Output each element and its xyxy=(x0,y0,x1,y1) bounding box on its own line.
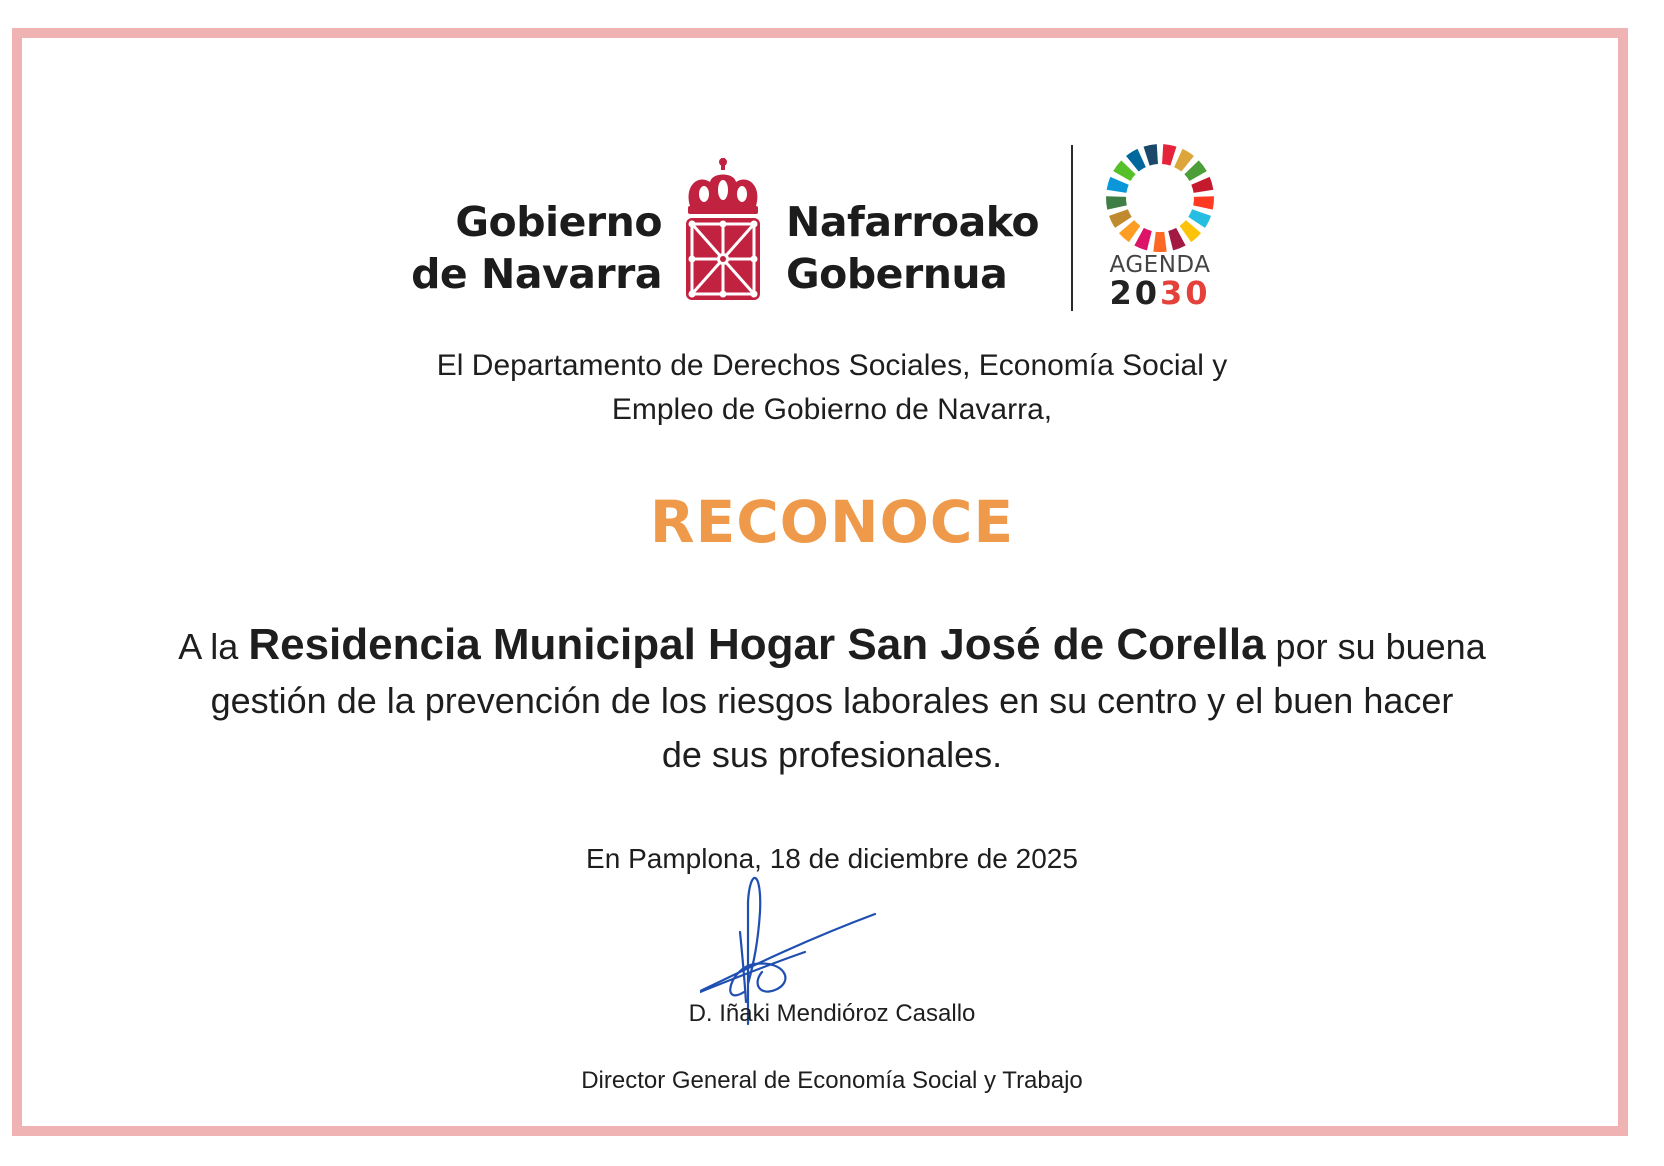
sdg-wheel-segment xyxy=(1147,154,1158,156)
agenda-year xyxy=(1100,274,1220,312)
sdg-wheel-segment xyxy=(1122,167,1129,176)
department-line2: Empleo de Gobierno de Navarra, xyxy=(611,393,1053,426)
sdg-wheel-segment xyxy=(1185,227,1193,234)
sdg-wheel-segment xyxy=(1200,181,1203,192)
sdg-wheel-segment xyxy=(1116,197,1117,208)
signer-role: Director General de Economía Social y Trabajo xyxy=(581,1067,1083,1094)
recipient-name: Residencia Municipal Hogar San José de Corella xyxy=(248,620,1266,669)
wordmark-eu-line2: Gobernua xyxy=(786,250,1008,298)
sdg-wheel-segment xyxy=(1163,154,1174,156)
navarra-crest-icon xyxy=(680,156,766,302)
department-line1: El Departamento de Derechos Sociales, Economía Social y xyxy=(436,349,1228,382)
sdg-wheel-segment xyxy=(1171,237,1181,241)
sdg-wheel-segment xyxy=(1132,158,1141,164)
reconoce-title: RECONOCE xyxy=(649,488,1015,556)
sdg-wheel-segment xyxy=(1117,181,1120,192)
header-logos xyxy=(0,150,1664,320)
signer-name: D. Iñaki Mendióroz Casallo xyxy=(688,1000,976,1027)
sdg-wheel-segment xyxy=(1139,237,1149,241)
wordmark-es-line1: Gobierno xyxy=(455,198,662,246)
sdg-wheel-icon xyxy=(1104,142,1216,254)
recognition-line1-suffix: por su buena xyxy=(1265,626,1486,667)
agenda-year-part2: 30 xyxy=(1160,274,1211,312)
department-heading xyxy=(0,344,1664,432)
gobierno-navarra-wordmark-eu xyxy=(786,196,1039,300)
sdg-wheel-segment xyxy=(1127,227,1135,234)
logo-divider xyxy=(1071,145,1073,311)
recognition-text xyxy=(110,618,1554,782)
sdg-wheel-segment xyxy=(1118,213,1123,223)
place-date: En Pamplona, 18 de diciembre de 2025 xyxy=(586,843,1078,874)
recognition-line2: gestión de la prevención de los riesgos laborales en su centro y el buen hacer xyxy=(210,680,1454,721)
wordmark-eu-line1: Nafarroako xyxy=(786,198,1040,246)
agenda-label: AGENDA xyxy=(1109,252,1211,278)
recognition-line3: de sus profesionales. xyxy=(661,734,1003,775)
wordmark-es-line2: de Navarra xyxy=(411,250,662,298)
agenda-year-part1: 20 xyxy=(1109,274,1160,312)
sdg-wheel-segment xyxy=(1178,158,1187,164)
recognition-prefix: A la xyxy=(178,626,249,667)
sdg-wheel-segment xyxy=(1192,167,1199,176)
gobierno-navarra-wordmark-es xyxy=(411,196,662,300)
recognition-line1 xyxy=(110,618,1554,674)
agenda-2030-logo xyxy=(1100,142,1220,312)
sdg-wheel-segment xyxy=(1203,197,1204,208)
sdg-wheel-segment xyxy=(1197,213,1202,223)
